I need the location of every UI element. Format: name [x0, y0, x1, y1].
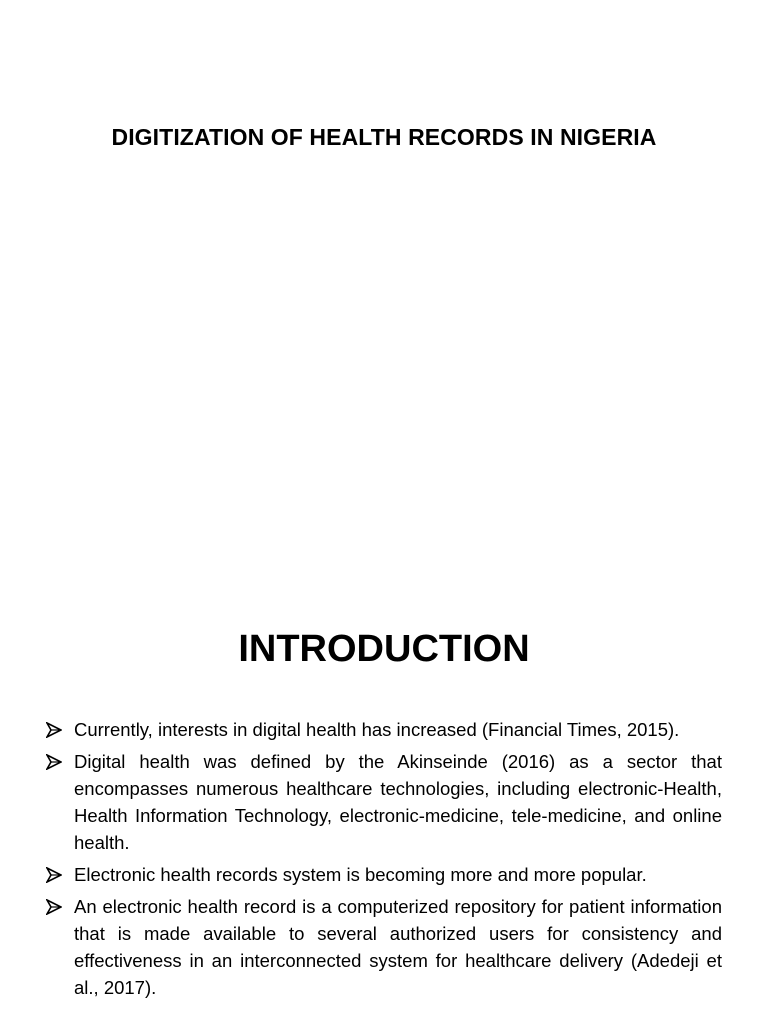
list-item	[46, 861, 722, 888]
presentation-title: DIGITIZATION OF HEALTH RECORDS IN NIGERIA	[111, 124, 657, 150]
bullet-list	[46, 716, 722, 1006]
bullet-text: An electronic health record is a computerized repository for patient information that is made available to several authorized users for consistency and effectiveness in an interconnected system for healthcare delivery (Adedeji et al., 2017).	[74, 896, 722, 998]
arrowhead-bullet-icon	[46, 722, 62, 738]
introduction-slide	[0, 576, 768, 1024]
bullet-text: Digital health was defined by the Akinseinde (2016) as a sector that encompasses numerous healthcare technologies, including electronic-Health, Health Information Technology, electronic-medicine, tele-medicine, and online health.	[74, 751, 722, 853]
arrowhead-bullet-icon	[46, 899, 62, 915]
arrowhead-bullet-icon	[46, 867, 62, 883]
slide-title: INTRODUCTION	[238, 628, 530, 670]
arrowhead-bullet-icon	[46, 754, 62, 770]
list-item	[46, 893, 722, 1001]
bullet-text: Currently, interests in digital health has increased (Financial Times, 2015).	[74, 719, 680, 740]
list-item	[46, 716, 722, 743]
bullet-text: Electronic health records system is becoming more and more popular.	[74, 864, 647, 885]
list-item	[46, 748, 722, 856]
